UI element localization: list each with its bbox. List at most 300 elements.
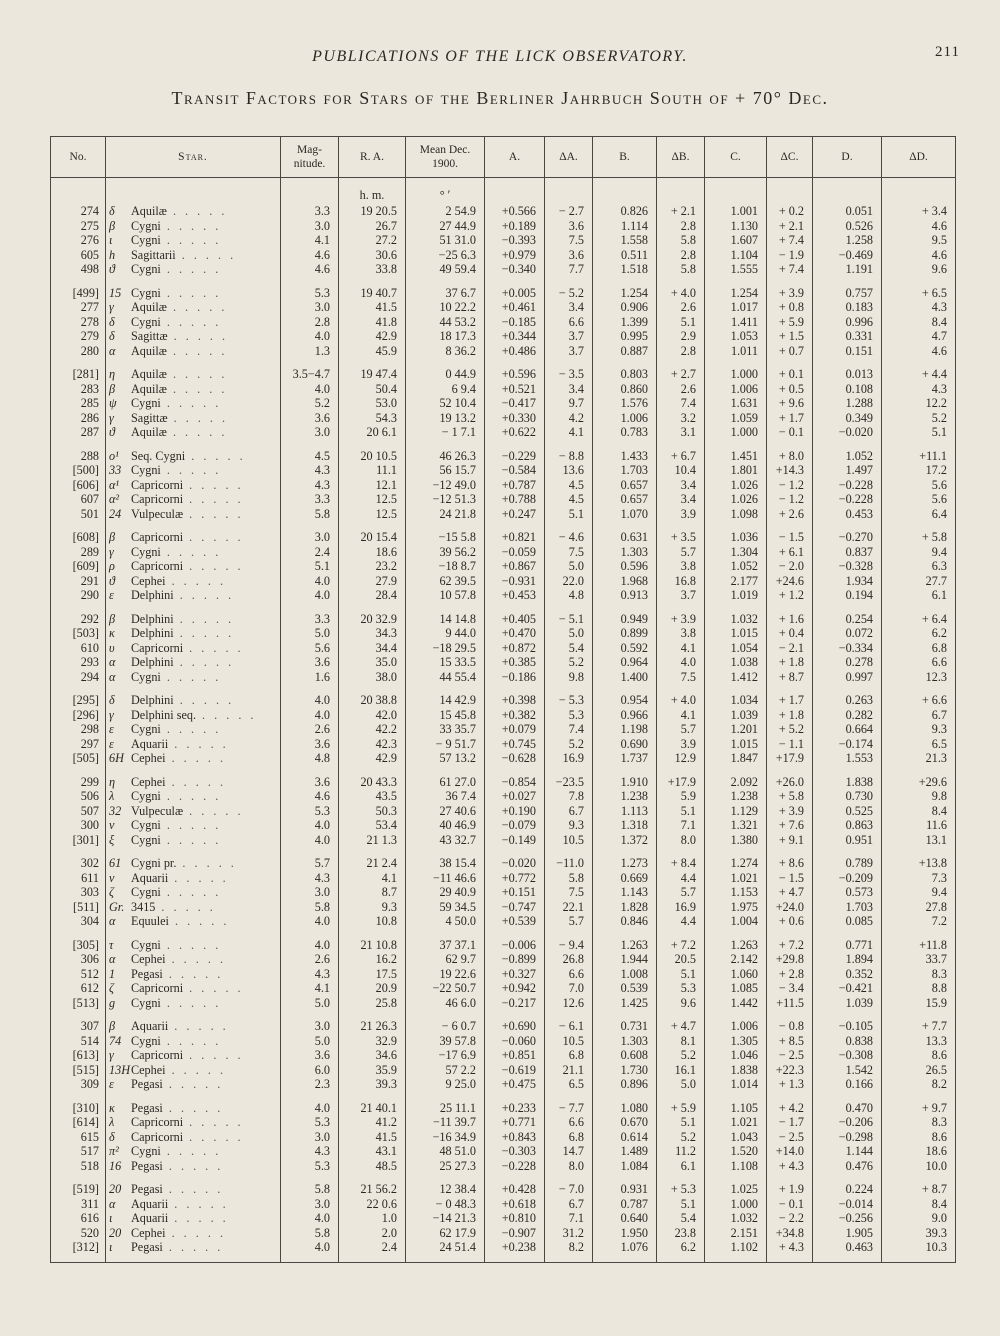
factor-b: 1.198 [593,722,657,737]
factor-c: 1.046 [705,1048,767,1063]
star-number: [305] [51,929,106,953]
right-ascension: 20 10.5 [339,440,406,464]
star-designation: 61 [109,856,122,870]
star-name: Cygni [131,463,161,477]
factor-c: 1.017 [705,300,767,315]
factor-a: +0.521 [485,382,545,397]
star-designation: β [109,218,116,233]
star-name: Delphini [131,693,174,707]
transit-factors-table [50,136,956,1263]
factor-delta-d: 27.7 [882,574,956,589]
factor-delta-a: 5.7 [545,914,593,929]
star-name: Aquilæ [131,343,167,358]
factor-c: 1.520 [705,1144,767,1159]
factor-a: −0.020 [485,847,545,871]
star-number: 309 [51,1077,106,1092]
right-ascension: 8.7 [339,885,406,900]
leader-dots: . . . . . [165,952,226,966]
magnitude: 3.5−4.7 [281,358,339,382]
right-ascension: 26.7 [339,219,406,234]
factor-a: −0.417 [485,396,545,411]
factor-a: +0.238 [485,1240,545,1263]
magnitude: 4.0 [281,329,339,344]
factor-delta-b: +17.9 [657,766,705,790]
star-name: Cephei [131,774,166,789]
factor-delta-c: − 2.2 [767,1211,813,1226]
factor-a: +0.461 [485,300,545,315]
factor-delta-b: 9.6 [657,996,705,1011]
factor-d: 0.837 [813,545,882,560]
factor-delta-a: − 5.3 [545,684,593,708]
star-designation: α [109,343,116,358]
star-cell [106,559,281,574]
factor-delta-a: − 2.7 [545,204,593,219]
factor-b: 0.964 [593,655,657,670]
star-designation: ε [109,722,114,736]
table-title: Transit Factors for Stars of the Berliner Jahrbuch South of + 70° Dec. [171,88,829,108]
leader-dots: . . . . . [166,381,228,396]
factor-d: 0.224 [813,1173,882,1197]
factor-b: 1.425 [593,996,657,1011]
factor-c: 1.847 [705,751,767,766]
factor-delta-b: + 7.2 [657,929,705,953]
factor-b: 0.690 [593,737,657,752]
star-name: Aquilæ [131,300,167,314]
right-ascension: 12.5 [339,492,406,507]
factor-delta-c: + 1.9 [767,1173,813,1197]
factor-delta-b: 5.1 [657,804,705,819]
star-number: 298 [51,722,106,737]
star-designation: ν [109,870,115,885]
factor-a: −0.899 [485,952,545,967]
factor-b: 1.238 [593,789,657,804]
leader-dots: . . . . . [160,937,222,952]
star-cell [106,521,281,545]
leader-dots: . . . . . [160,722,222,736]
factor-delta-b: 4.4 [657,871,705,886]
star-designation: λ [109,789,115,803]
factor-a: +0.810 [485,1211,545,1226]
factor-delta-c: + 1.8 [767,655,813,670]
magnitude: 4.0 [281,382,339,397]
right-ascension: 42.9 [339,751,406,766]
declination: 61 27.0 [406,766,485,790]
star-designation: ι [109,1240,113,1254]
star-name: Cygni [131,544,161,559]
table-row [51,1144,956,1159]
star-number: [505] [51,751,106,766]
right-ascension: 20 38.8 [339,684,406,708]
star-name: Seq. Cygni [131,448,186,463]
factor-delta-c: − 1.5 [767,871,813,886]
factor-delta-d: + 6.6 [882,684,956,708]
factor-c: 1.036 [705,521,767,545]
factor-a: +0.942 [485,981,545,996]
declination: 24 21.8 [406,507,485,522]
declination: 57 13.2 [406,751,485,766]
table-row [51,871,956,886]
factor-delta-d: 6.3 [882,559,956,574]
leader-dots: . . . . . [162,1077,224,1091]
factor-delta-b: 5.7 [657,545,705,560]
table-row [51,507,956,522]
leader-dots: . . . . . [165,1225,226,1240]
star-cell [106,463,281,478]
factor-c: 1.038 [705,655,767,670]
factor-c: 1.014 [705,1077,767,1092]
leader-dots: . . . . . [168,1196,229,1211]
right-ascension: 34.4 [339,641,406,656]
factor-delta-a: 5.3 [545,708,593,723]
magnitude: 3.0 [281,300,339,315]
factor-delta-b: 3.4 [657,478,705,493]
star-cell [106,545,281,560]
factor-delta-a: 7.1 [545,1211,593,1226]
factor-delta-d: + 6.5 [882,277,956,301]
factor-delta-b: 4.1 [657,708,705,723]
star-cell [106,641,281,656]
factor-b: 1.400 [593,670,657,685]
factor-delta-a: − 3.5 [545,358,593,382]
col-header-magnitude: Mag-nitude. [281,137,339,178]
factor-delta-a: 7.5 [545,233,593,248]
declination: 27 40.6 [406,804,485,819]
factor-delta-d: 9.3 [882,722,956,737]
declination: 39 57.8 [406,1034,485,1049]
star-name: Sagittæ [131,329,168,343]
table-row [51,1159,956,1174]
factor-c: 1.153 [705,885,767,900]
star-name: Cygni [131,669,161,684]
factor-delta-b: 8.1 [657,1034,705,1049]
declination: 38 15.4 [406,847,485,871]
star-number: 611 [51,871,106,886]
leader-dots: . . . . . [160,544,222,559]
factor-delta-c: +29.8 [767,952,813,967]
magnitude: 3.0 [281,425,339,440]
right-ascension: 27.2 [339,233,406,248]
factor-d: 1.838 [813,766,882,790]
declination: 6 9.4 [406,382,485,397]
leader-dots: . . . . . [160,218,222,233]
factor-d: −0.206 [813,1115,882,1130]
factor-a: +0.539 [485,914,545,929]
factor-delta-b: 16.9 [657,900,705,915]
star-name: Aquilæ [131,381,167,396]
factor-d: 0.838 [813,1034,882,1049]
star-number: 278 [51,315,106,330]
factor-delta-a: 6.6 [545,967,593,982]
ra-units: h. m. [339,178,406,205]
star-designation: g [109,995,116,1010]
table-row [51,1048,956,1063]
magnitude: 4.0 [281,1240,339,1263]
table-row [51,996,956,1011]
factor-delta-b: + 4.0 [657,684,705,708]
factor-b: 0.896 [593,1077,657,1092]
factor-b: 1.263 [593,929,657,953]
factor-delta-b: + 2.7 [657,358,705,382]
star-name: Aquilæ [131,425,167,439]
star-designation: o¹ [109,448,119,463]
factor-delta-c: − 0.1 [767,1197,813,1212]
factor-delta-a: 7.0 [545,981,593,996]
star-designation: ζ [109,981,114,995]
star-name: Aquarii [131,736,169,751]
factor-delta-b: 6.1 [657,1159,705,1174]
star-name: Cygni pr. [131,856,177,870]
factor-delta-a: 8.0 [545,1159,593,1174]
star-cell [106,1144,281,1159]
factor-a: +0.771 [485,1115,545,1130]
right-ascension: 39.3 [339,1077,406,1092]
star-name: Capricorni [131,1048,184,1062]
leader-dots: . . . . . [160,1144,222,1158]
right-ascension: 18.6 [339,545,406,560]
factor-delta-d: 4.6 [882,248,956,263]
star-number: [312] [51,1240,106,1263]
factor-a: +0.745 [485,737,545,752]
factor-delta-d: + 7.7 [882,1010,956,1034]
star-name: Pegasi [131,1240,163,1254]
leader-dots: . . . . . [167,329,229,343]
col-header-ra: R. A. [339,137,406,178]
factor-d: 0.789 [813,847,882,871]
factor-delta-b: 4.1 [657,641,705,656]
leader-dots: . . . . . [160,262,222,276]
factor-delta-d: 12.2 [882,396,956,411]
table-row [51,626,956,641]
star-designation: γ [109,300,114,314]
factor-c: 1.053 [705,329,767,344]
star-name: Cygni [131,1144,161,1158]
magnitude: 3.3 [281,492,339,507]
table-row [51,914,956,929]
star-number: 512 [51,967,106,982]
star-number: 520 [51,1226,106,1241]
magnitude: 5.6 [281,641,339,656]
star-name: Capricorni [131,981,184,995]
factor-d: 0.352 [813,967,882,982]
star-name: Pegasi [131,966,163,981]
star-number: 300 [51,818,106,833]
star-number: [500] [51,463,106,478]
star-cell [106,425,281,440]
star-designation: 13H [109,1062,130,1077]
factor-d: 0.470 [813,1092,882,1116]
factor-delta-a: 4.5 [545,492,593,507]
factor-delta-c: + 2.1 [767,219,813,234]
factor-a: +0.843 [485,1130,545,1145]
magnitude: 3.0 [281,885,339,900]
star-name: Capricorni [131,1115,184,1129]
declination: 25 11.1 [406,1092,485,1116]
magnitude: 5.3 [281,804,339,819]
factor-delta-c: + 2.8 [767,967,813,982]
declination: 14 42.9 [406,684,485,708]
factor-d: −0.105 [813,1010,882,1034]
factor-c: 1.104 [705,248,767,263]
factor-c: 1.059 [705,411,767,426]
factor-d: −0.469 [813,248,882,263]
factor-d: 1.553 [813,751,882,766]
factor-a: +0.821 [485,521,545,545]
factor-d: 1.052 [813,440,882,464]
right-ascension: 38.0 [339,670,406,685]
star-name: Cygni [131,722,161,736]
factor-delta-d: 33.7 [882,952,956,967]
right-ascension: 20.9 [339,981,406,996]
star-cell [106,1197,281,1212]
star-name: Vulpeculæ [131,506,184,521]
factor-delta-b: 4.0 [657,655,705,670]
star-number: 518 [51,1159,106,1174]
factor-delta-b: 3.4 [657,492,705,507]
magnitude: 5.3 [281,1159,339,1174]
leader-dots: . . . . . [183,477,244,492]
page-number: 211 [935,44,960,60]
factor-b: 0.657 [593,492,657,507]
star-designation: δ [109,329,115,343]
right-ascension: 41.5 [339,1130,406,1145]
factor-b: 1.070 [593,507,657,522]
star-cell [106,818,281,833]
table-row [51,329,956,344]
star-designation: 6H [109,751,124,765]
factor-delta-c: − 2.1 [767,641,813,656]
factor-delta-d: 8.2 [882,1077,956,1092]
factor-a: +0.566 [485,204,545,219]
factor-d: −0.020 [813,425,882,440]
right-ascension: 21 56.2 [339,1173,406,1197]
factor-c: 2.142 [705,952,767,967]
factor-b: 0.596 [593,559,657,574]
factor-d: 0.183 [813,300,882,315]
magnitude: 3.0 [281,521,339,545]
magnitude: 2.6 [281,722,339,737]
magnitude: 4.3 [281,478,339,493]
star-designation: τ [109,937,114,952]
factor-c: 1.043 [705,1130,767,1145]
star-designation: α² [109,492,120,506]
factor-a: +0.382 [485,708,545,723]
factor-delta-c: + 9.1 [767,833,813,848]
factor-a: +0.233 [485,1092,545,1116]
star-cell [106,914,281,929]
factor-delta-b: 5.0 [657,1077,705,1092]
declination: 33 35.7 [406,722,485,737]
star-name: Capricorni [131,477,184,492]
factor-b: 1.372 [593,833,657,848]
factor-c: 1.975 [705,900,767,915]
factor-c: 1.039 [705,708,767,723]
factor-delta-d: +11.1 [882,440,956,464]
star-number: 297 [51,737,106,752]
factor-c: 1.011 [705,344,767,359]
dec-units: ° ′ [406,178,485,205]
star-number: [614] [51,1115,106,1130]
right-ascension: 21 40.1 [339,1092,406,1116]
star-number: 302 [51,847,106,871]
star-designation: δ [109,314,115,329]
table-row [51,789,956,804]
factor-b: 0.783 [593,425,657,440]
star-number: [281] [51,358,106,382]
factor-delta-b: 5.7 [657,885,705,900]
factor-b: 1.143 [593,885,657,900]
declination: − 1 7.1 [406,425,485,440]
col-header-delta-a: ΔA. [545,137,593,178]
magnitude: 4.0 [281,684,339,708]
factor-c: 1.001 [705,204,767,219]
star-name: Cygni [131,832,161,847]
star-cell [106,1159,281,1174]
factor-delta-d: 6.7 [882,708,956,723]
factor-delta-b: 5.1 [657,967,705,982]
factor-d: 0.863 [813,818,882,833]
factor-delta-d: 4.3 [882,300,956,315]
factor-a: +0.428 [485,1173,545,1197]
factor-b: 1.737 [593,751,657,766]
factor-delta-d: 8.8 [882,981,956,996]
table-row [51,492,956,507]
star-name: Cygni [131,789,161,803]
star-number: [609] [51,559,106,574]
declination: 25 27.3 [406,1159,485,1174]
star-name: Cephei [131,1062,166,1077]
star-name: Cygni [131,818,161,832]
factor-c: 1.238 [705,789,767,804]
factor-delta-a: − 9.4 [545,929,593,953]
star-cell [106,262,281,277]
factor-b: 1.113 [593,804,657,819]
factor-a: +0.247 [485,507,545,522]
star-number: [515] [51,1063,106,1078]
star-cell [106,708,281,723]
star-name: Aquarii [131,1211,169,1225]
declination: 57 2.2 [406,1063,485,1078]
star-designation: γ [109,1048,114,1062]
magnitude: 5.8 [281,507,339,522]
factor-b: 1.273 [593,847,657,871]
factor-d: −0.298 [813,1130,882,1145]
declination: −11 39.7 [406,1115,485,1130]
leader-dots: . . . . . [160,885,222,899]
factor-b: 1.114 [593,219,657,234]
right-ascension: 22 0.6 [339,1197,406,1212]
factor-d: 0.730 [813,789,882,804]
star-cell [106,329,281,344]
star-number: 283 [51,382,106,397]
factor-delta-d: +13.8 [882,847,956,871]
declination: −16 34.9 [406,1130,485,1145]
factor-delta-d: 5.2 [882,411,956,426]
right-ascension: 48.5 [339,1159,406,1174]
factor-delta-b: 12.9 [657,751,705,766]
factor-b: 0.995 [593,329,657,344]
star-designation: δ [109,204,115,218]
declination: 37 37.1 [406,929,485,953]
magnitude: 4.3 [281,1144,339,1159]
factor-a: +0.190 [485,804,545,819]
factor-delta-a: 16.9 [545,751,593,766]
factor-delta-d: 4.6 [882,219,956,234]
factor-delta-c: + 8.5 [767,1034,813,1049]
factor-a: −0.228 [485,1159,545,1174]
factor-a: +0.330 [485,411,545,426]
leader-dots: . . . . . [176,856,237,870]
declination: −15 5.8 [406,521,485,545]
